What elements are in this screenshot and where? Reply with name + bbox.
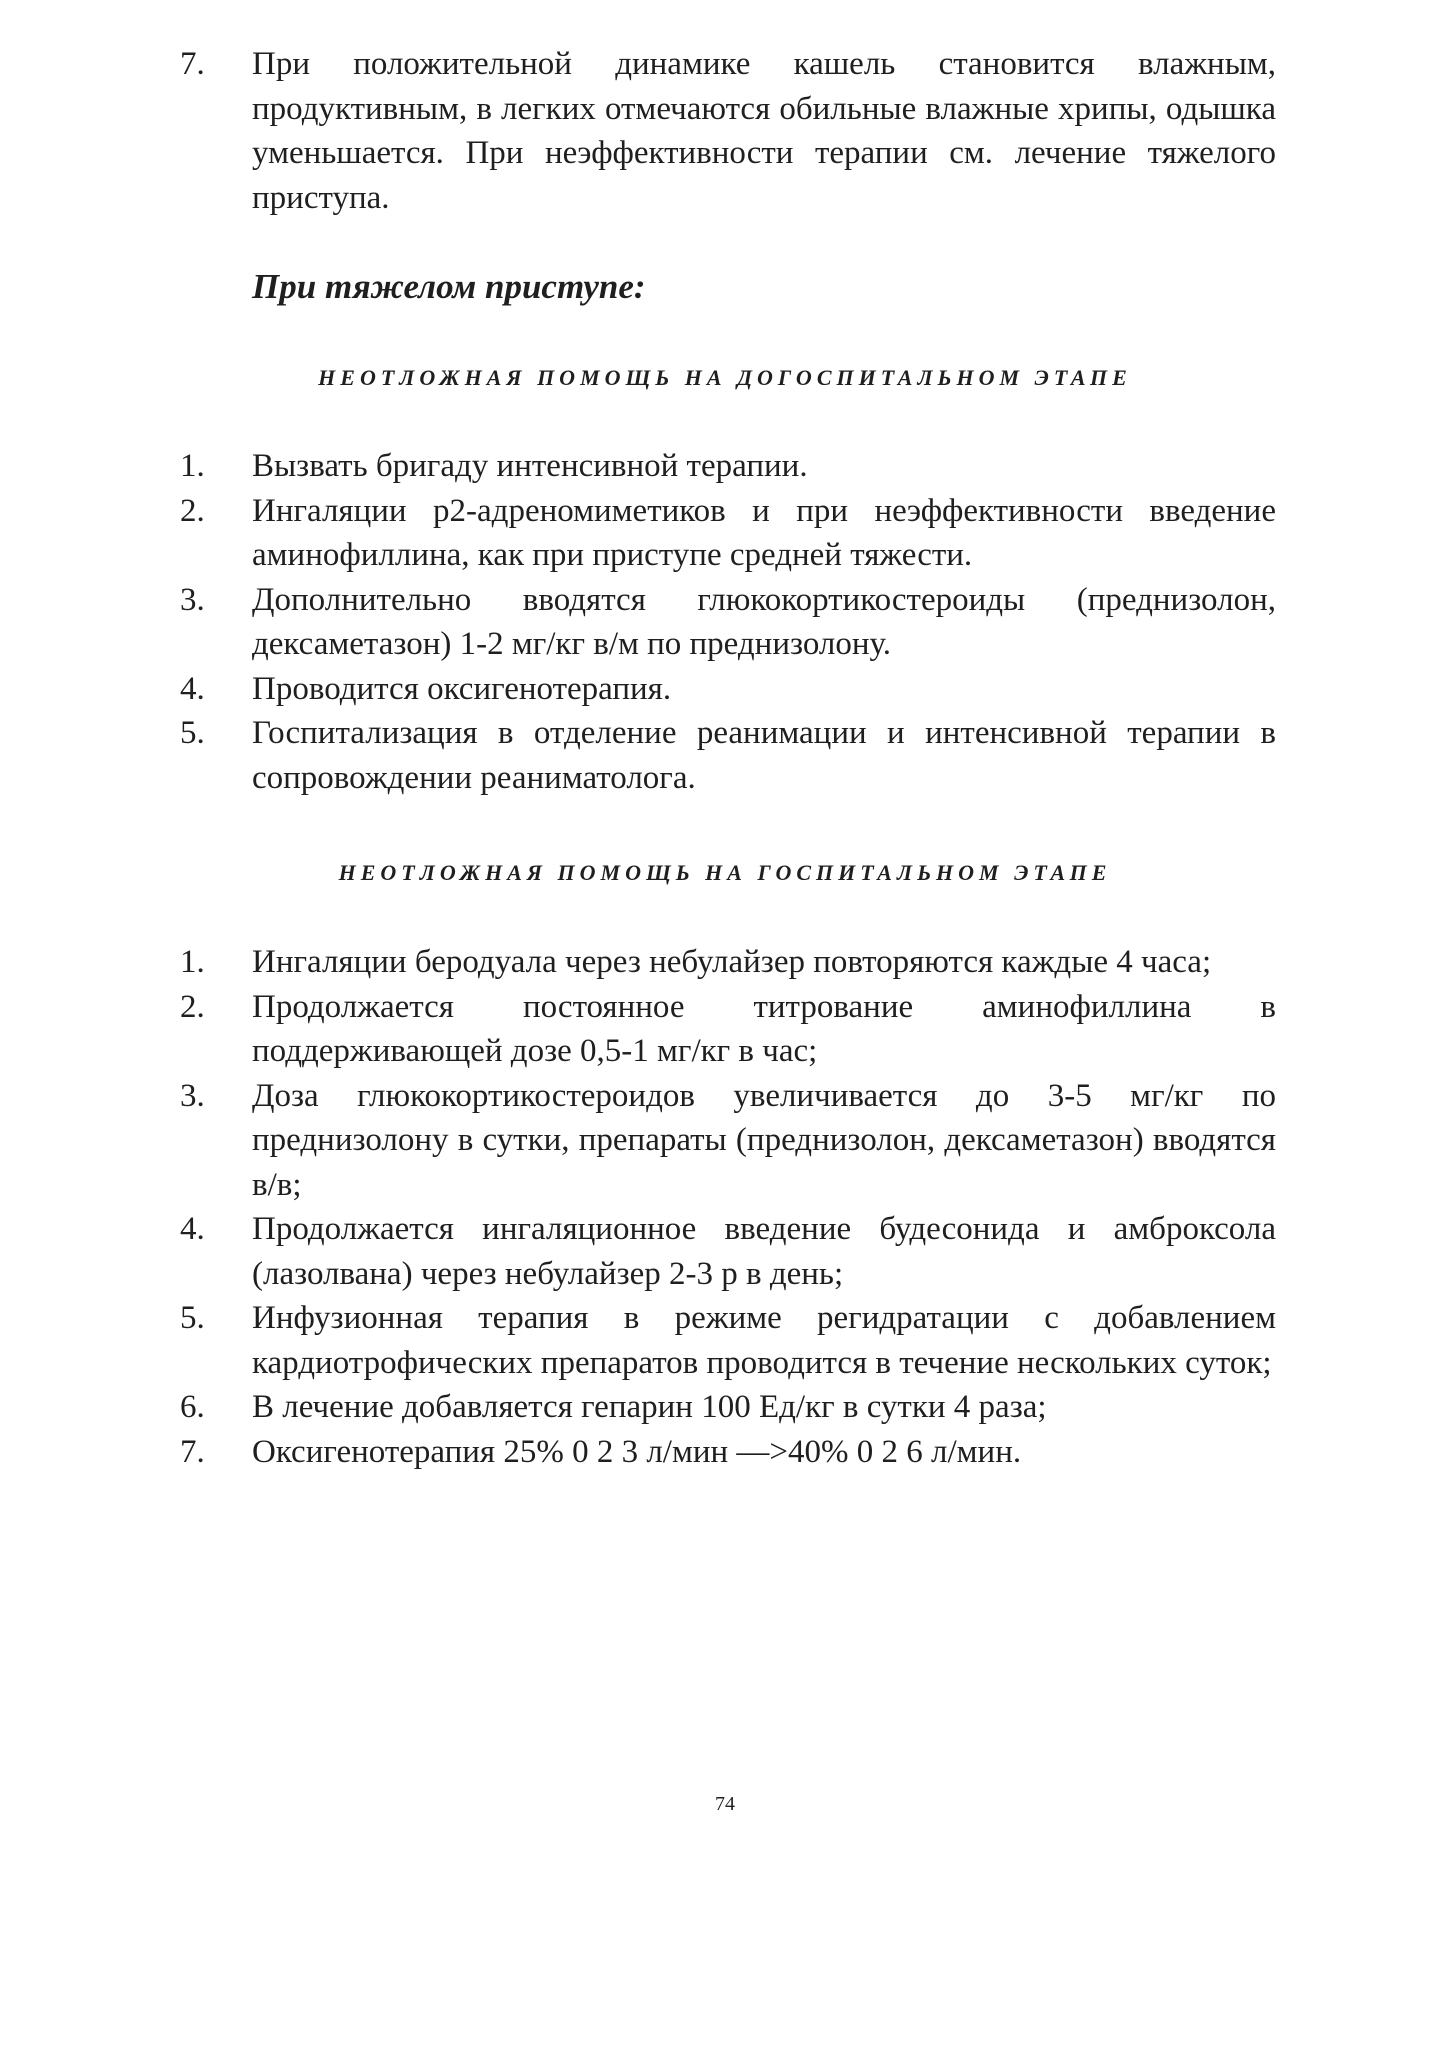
item-number: 2. [180,492,205,529]
item-number: 2. [180,988,205,1025]
item-number: 3. [180,581,205,618]
severe-attack-heading: При тяжелом приступе: [252,267,646,306]
item-number: 7. [180,1433,205,1470]
page-number: 74 [715,1793,735,1815]
item-number: 3. [180,1077,205,1114]
list-item [180,444,1276,489]
hospital-list [180,940,1276,1474]
item-number: 5. [180,715,205,751]
item-number: 4. [180,670,205,707]
item-text: Ингаляции беродуала через небулайзер повторяются каждые 4 часа; [252,944,1212,980]
item-number: 5. [180,1300,205,1336]
list-item [180,489,1276,578]
item-number: 6. [180,1389,205,1425]
item-number: 1. [180,944,205,980]
item-number: 7. [180,46,205,82]
intro-list [180,42,1276,220]
list-item [180,711,1276,800]
list-item [180,1430,1276,1475]
item-text: Дополнительно вводятся глюкокортикостероиды (преднизолон, дексаметазон) 1-2 мг/кг в/м по преднизолону. [252,581,1276,662]
item-text: Вызвать бригаду интенсивной терапии. [252,448,808,484]
item-text: В лечение добавляется гепарин 100 Ед/кг в сутки 4 раза; [252,1389,1047,1425]
item-text: Продолжается ингаляционное введение будесонида и амброксола (лазолвана) через небулайзер 2-3 р в день; [252,1211,1276,1292]
item-text: Доза глюкокортикостероидов увеличивается до 3-5 мг/кг по преднизолону в сутки, препараты (преднизолон, дексаметазон) вводятся в/в; [252,1077,1276,1203]
list-item [180,1296,1276,1385]
list-item [180,667,1276,712]
list-item [180,1385,1276,1430]
list-item [180,578,1276,667]
prehospital-section-title: НЕОТЛОЖНАЯ ПОМОЩЬ НА ДОГОСПИТАЛЬНОМ ЭТАПЕ [318,365,1132,390]
list-item [180,42,1276,220]
item-number: 1. [180,448,205,484]
item-text: Оксигенотерапия 25% 0 2 3 л/мин —>40% 0 2 6 л/мин. [252,1433,1022,1470]
item-text: Инфузионная терапия в режиме регидратации с добавлением кардиотрофических препаратов проводится в течение нескольких суток; [252,1300,1276,1381]
item-text: Госпитализация в отделение реанимации и интенсивной терапии в сопровождении реаниматолога. [252,715,1276,796]
list-item [180,940,1276,985]
item-text: Продолжается постоянное титрование аминофиллина в поддерживающей дозе 0,5-1 мг/кг в час; [252,988,1276,1069]
hospital-section-title: НЕОТЛОЖНАЯ ПОМОЩЬ НА ГОСПИТАЛЬНОМ ЭТАПЕ [338,860,1112,885]
list-item [180,1207,1276,1296]
prehospital-list [180,444,1276,800]
item-text: Ингаляции р2-адреномиметиков и при неэффективности введение аминофиллина, как при приступе средней тяжести. [252,492,1276,573]
item-number: 4. [180,1211,205,1247]
item-text: Проводится оксигенотерапия. [252,670,672,707]
item-text: При положительной динамике кашель становится влажным, продуктивным, в легких отмечаются обильные влажные хрипы, одышка уменьшается. При неэффективности терапии см. лечение тяжелого приступа. [252,46,1276,216]
list-item [180,1074,1276,1208]
list-item [180,985,1276,1074]
